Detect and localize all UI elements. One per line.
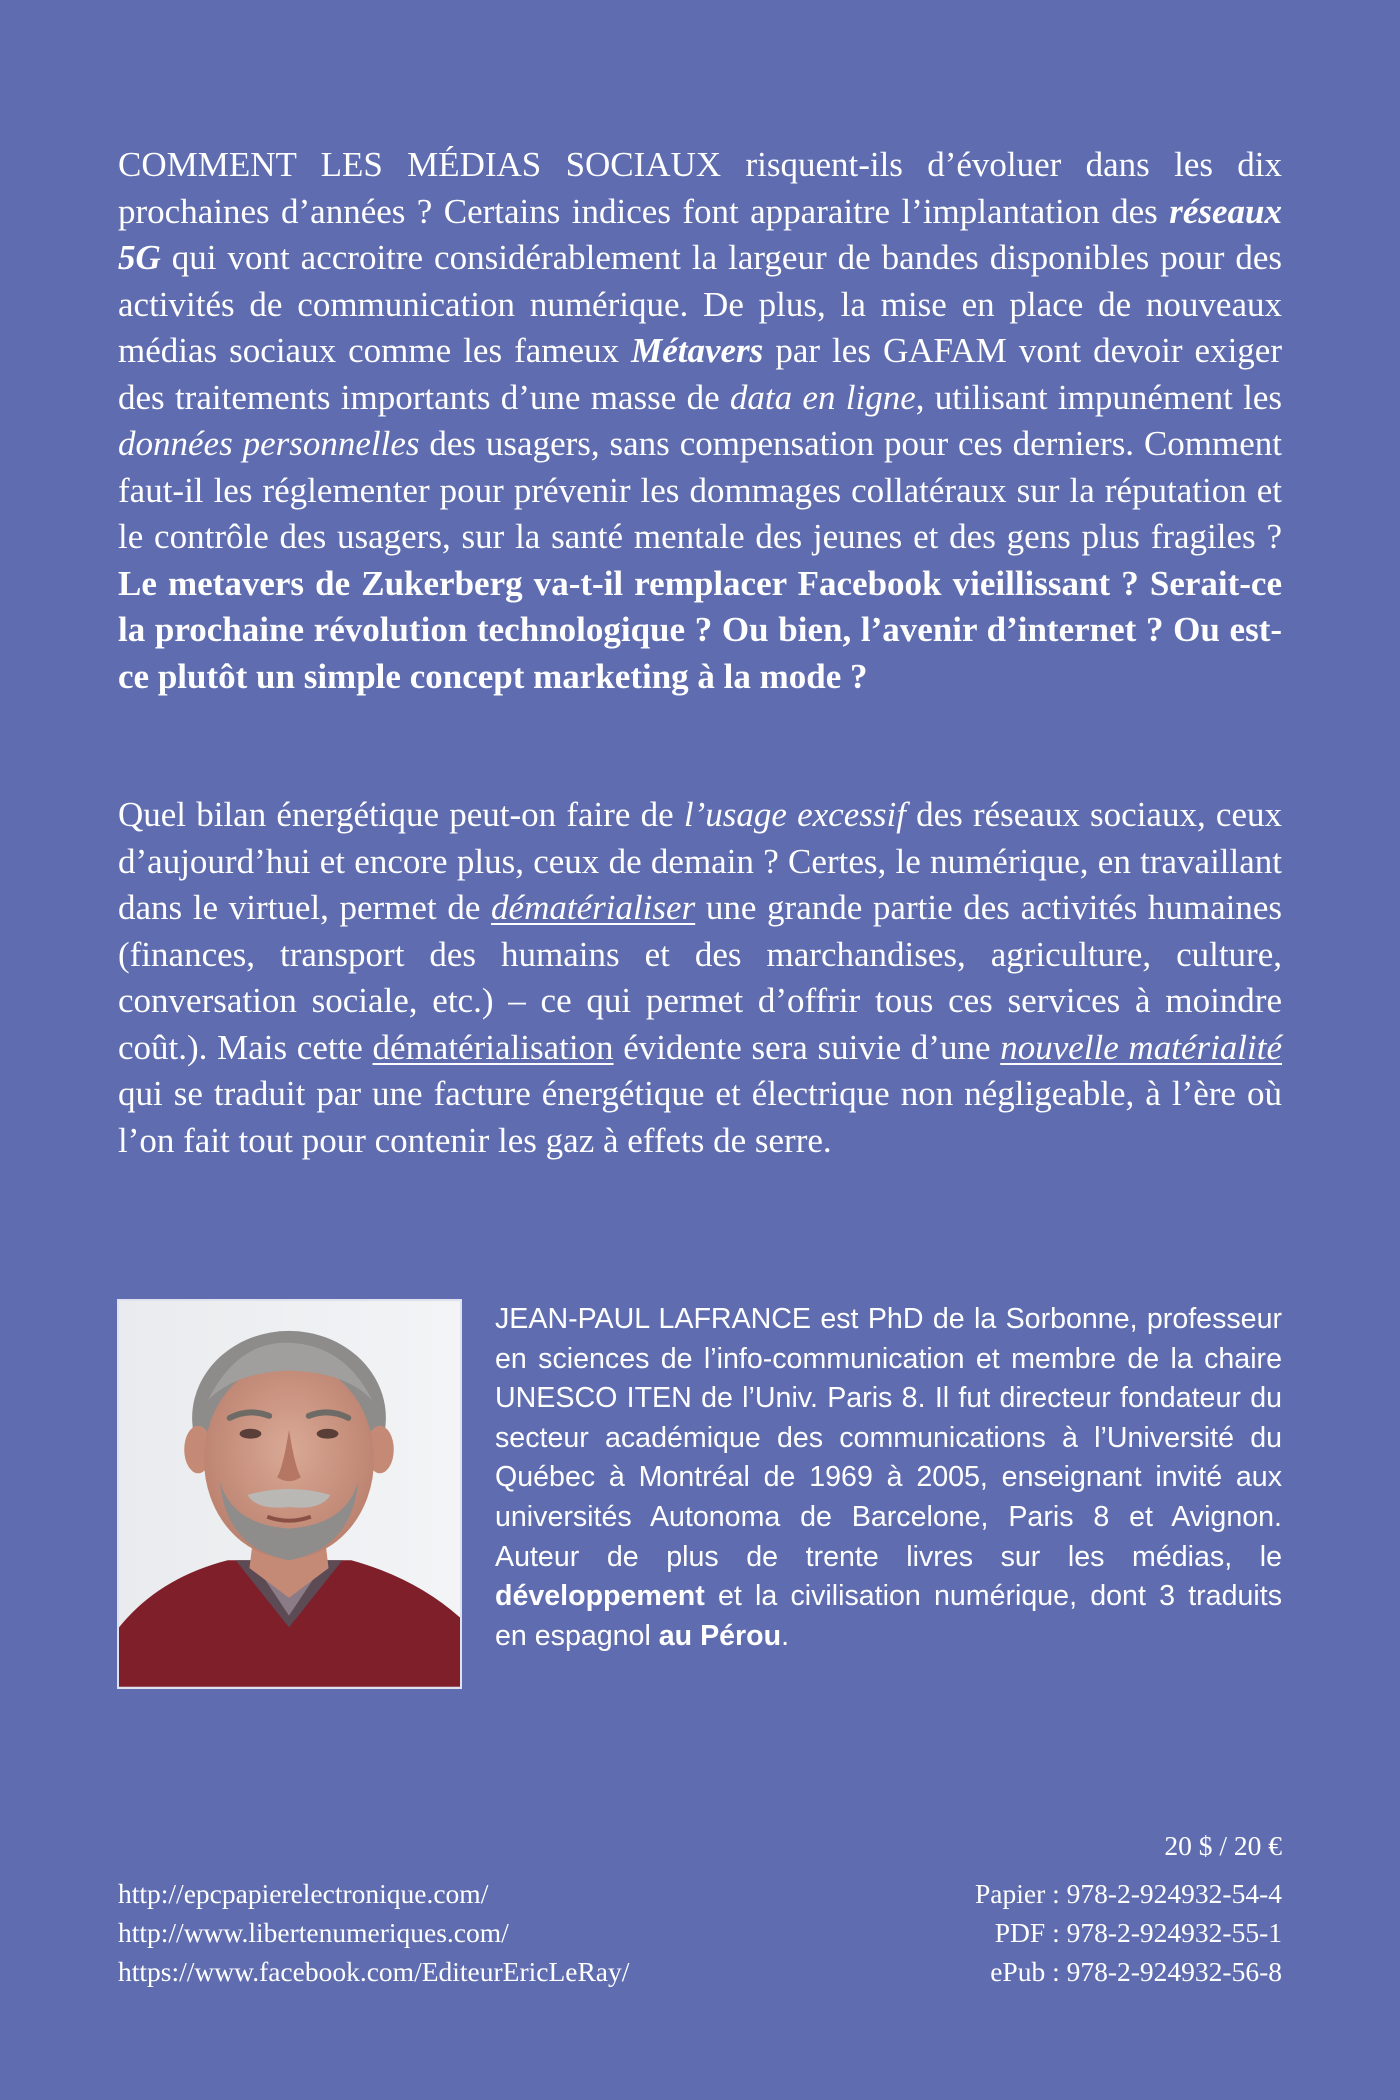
text-run: Métavers [631,331,764,370]
author-bio: JEAN-PAUL LAFRANCE est PhD de la Sorbonne, professeur en sciences de l’info-communication et membre de la chaire UNESCO ITEN de l’Univ. Paris 8. Il fut directeur fondateur du secteur académique des communications à l’Université du Québec à Montréal de 1969 à 2005, enseignant invité aux universités Autonoma de Barcelone, Paris 8 et Avignon. Auteur de plus de trente livres sur les médias, le développement et la civilisation numérique, dont 3 traduits en espagnol au Pérou. [495,1303,1282,1652]
publisher-links [118,1874,629,1991]
isbn-paper: Papier : 978-2-924932-54-4 [974,1878,1282,1909]
publisher-link-liberte[interactable]: http://www.libertenumeriques.com/ [118,1917,509,1948]
text-run: Le metavers de Zukerberg va-t-il remplacer Facebook vieillissant ? Serait-ce la prochaine révolution technologique ? Ou bien, l’avenir d’internet ? Ou est-ce plutôt un simple concept marketing à la mode ? [118,563,1282,696]
text-run: données personnelles [118,424,420,463]
text-run: réseaux 5G [118,191,1282,277]
price: 20 $ / 20 € [1164,1830,1282,1861]
text-run: data en ligne [729,377,916,417]
author-portrait-image [119,1301,460,1687]
publisher-link-facebook[interactable]: https://www.facebook.com/EditeurEricLeRay/ [118,1956,630,1987]
author-photo [117,1299,462,1689]
price-and-isbn [975,1826,1282,1991]
text-run: au Pérou [658,1619,782,1652]
text-run: dématérialiser [491,888,696,927]
isbn-pdf: PDF : 978-2-924932-55-1 [994,1917,1282,1948]
isbn-epub: ePub : 978-2-924932-56-8 [990,1956,1282,1987]
text-run: l’usage excessif [683,795,906,834]
synopsis-paragraph-2: Quel bilan énergétique peut-on faire de l’usage excessif des réseaux sociaux, ceux d’aujourd’hui et encore plus, ceux de demain ? Certes, le numérique, en travaillant dans le virtuel, permet de dématérialiser une grande partie des activités humaines (finances, transport des humains et des marchandises, agriculture, culture, conversation sociale, etc.) – ce qui permet d’offrir tous ces services à moindre coût.). Mais cette dématérialisation évidente sera suivie d’une nouvelle matérialité qui se traduit par une facture énergétique et électrique non négligeable, à l’ère où l’on fait tout pour contenir les gaz à effets de serre. [118,795,1283,1160]
text-run: dématérialisation [372,1027,614,1067]
text-run: nouvelle matérialité [1000,1027,1283,1067]
text-run: développement [495,1580,705,1613]
synopsis-paragraph-1: COMMENT LES MÉDIAS SOCIAUX risquent-ils d’évoluer dans les dix prochaines d’années ? Certains indices font apparaitre l’implantation des réseaux 5G qui vont accroitre considérablement la largeur de bandes disponibles pour des activités de communication numérique. De plus, la mise en place de nouveaux médias sociaux comme les fameux Métavers par les GAFAM vont devoir exiger des traitements importants d’une masse de data en ligne, utilisant impunément les données personnelles des usagers, sans compensation pour ces derniers. Comment faut-il les réglementer pour prévenir les dommages collatéraux sur la réputation et le contrôle des usagers, sur la santé mentale des jeunes et des gens plus fragiles ? Le metavers de Zukerberg va-t-il remplacer Facebook vieillissant ? Serait-ce la prochaine révolution technologique ? Ou bien, l’avenir d’internet ? Ou est-ce plutôt un simple concept marketing à la mode ? [118,145,1283,696]
publisher-link-epc[interactable]: http://epcpapierelectronique.com/ [118,1878,489,1909]
